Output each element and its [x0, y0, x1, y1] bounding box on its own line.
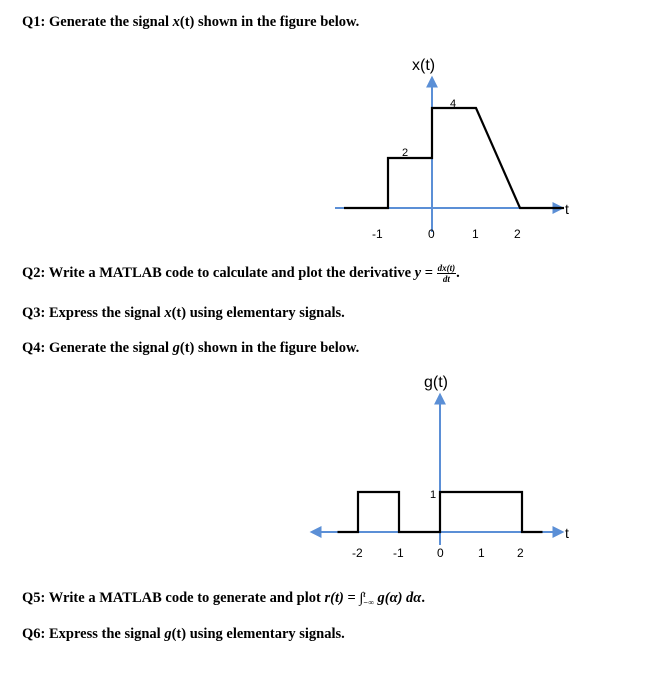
q5-sub: −∞: [363, 597, 374, 607]
x-tick-0: 0: [428, 227, 435, 241]
x-level-4: 4: [450, 98, 457, 110]
q4-arg: (t): [179, 340, 195, 356]
q6-text: Express the signal: [45, 626, 165, 642]
q5-end: .: [421, 590, 425, 606]
x-title: x(t): [412, 57, 436, 74]
q5-expr: r(t) = ∫: [324, 590, 364, 606]
g-signal-line: [338, 492, 543, 532]
x-axis-var: t: [565, 201, 569, 217]
q4-label: Q4:: [22, 340, 46, 356]
q1-label: Q1:: [22, 14, 46, 30]
q3-text: Express the signal: [45, 305, 165, 321]
q3-symbol: x: [164, 305, 172, 321]
q2-end: .: [456, 264, 460, 281]
q1-text-after: shown in the figure below.: [194, 14, 360, 30]
g-title: g(t): [424, 374, 448, 391]
q4-text: Generate the signal: [45, 340, 173, 356]
q4-symbol: g: [172, 340, 180, 356]
q1-symbol: x: [172, 14, 180, 30]
x-tick-2: 2: [514, 227, 521, 241]
q5-label: Q5:: [22, 590, 46, 606]
q1-text: Generate the signal: [45, 14, 173, 30]
figure-x: [335, 57, 569, 241]
g-tick-neg1: -1: [393, 546, 404, 560]
x-signal-line: [344, 108, 564, 208]
g-tick-neg2: -2: [352, 546, 363, 560]
q5-sup: t: [363, 589, 366, 599]
q1-arg: (t): [179, 14, 195, 30]
g-tick-0: 0: [437, 546, 444, 560]
q2-frac-num: dx(t): [437, 263, 456, 273]
q6-arg: (t): [171, 626, 187, 642]
figure-g: [312, 374, 569, 560]
q2-frac-den: dt: [442, 274, 450, 284]
q6-symbol: g: [164, 626, 172, 642]
q6-text-after: using elementary signals.: [186, 626, 345, 642]
x-level-2: 2: [402, 147, 409, 159]
g-level-1: 1: [430, 489, 437, 501]
g-tick-2: 2: [517, 546, 524, 560]
g-tick-1: 1: [478, 546, 485, 560]
q3-label: Q3:: [22, 305, 46, 321]
q2-symbol: y: [414, 264, 422, 281]
q4-text-after: shown in the figure below.: [194, 340, 360, 356]
x-tick-neg1: -1: [372, 227, 383, 241]
q5-expr2: g(α) dα: [373, 590, 422, 606]
q2-label: Q2:: [22, 264, 46, 281]
q5-text: Write a MATLAB code to generate and plot: [45, 590, 325, 606]
q3-text-after: using elementary signals.: [186, 305, 345, 321]
q6-label: Q6:: [22, 626, 46, 642]
q3-arg: (t): [171, 305, 187, 321]
g-axis-var: t: [565, 525, 569, 541]
q2-equals: =: [421, 264, 437, 281]
q2-text: Write a MATLAB code to calculate and plot the derivative: [45, 264, 415, 281]
x-tick-1: 1: [472, 227, 479, 241]
